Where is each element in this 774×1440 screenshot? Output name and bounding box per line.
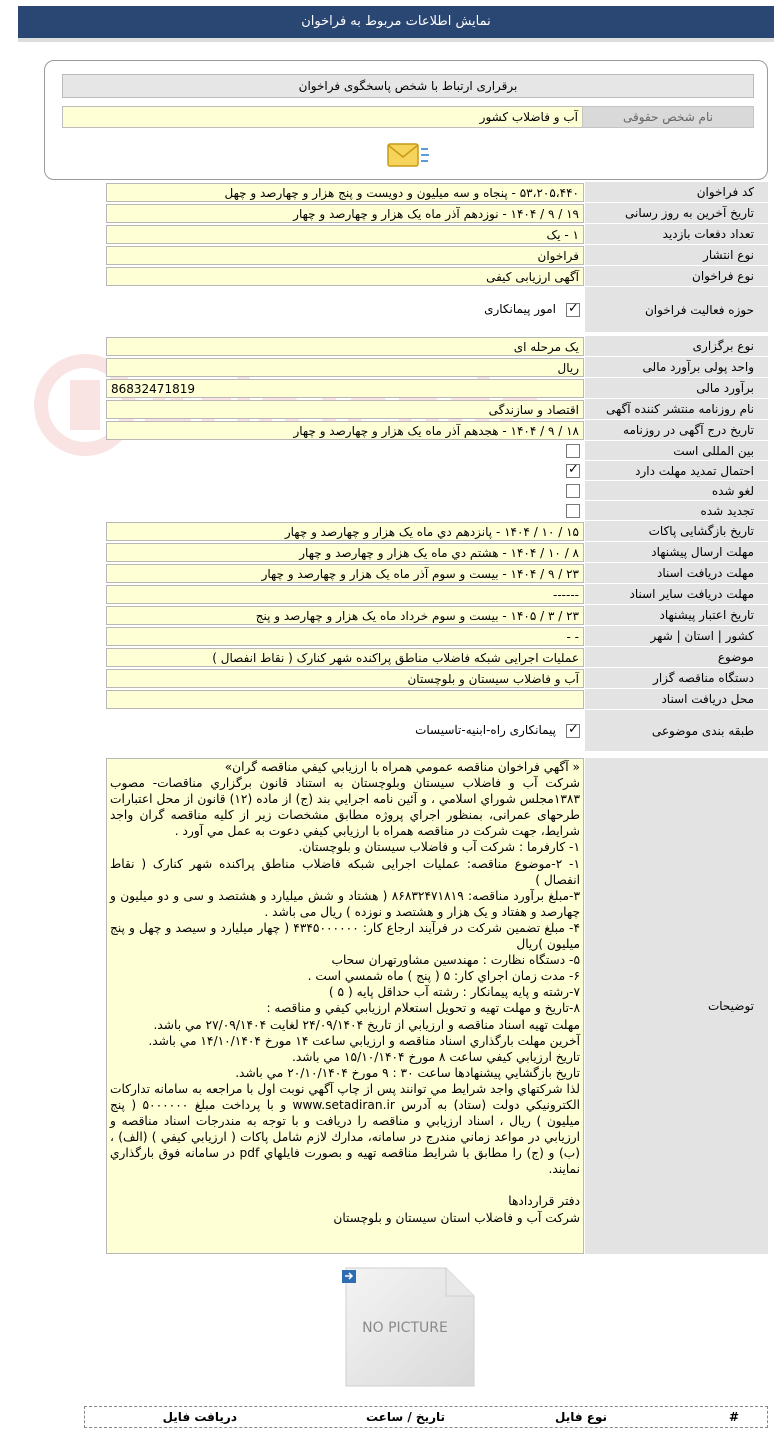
envelope-icon[interactable]: [386, 140, 430, 170]
row-holding-type: [106, 336, 768, 357]
category-label: طبقه بندی موضوعی: [585, 710, 768, 752]
estimate-value: 86832471819: [106, 379, 584, 398]
opening-date-label: تاریخ بازگشایی پاکات: [585, 521, 768, 542]
description-line: شرکت آب و فاضلاب استان سیستان و بلوچستان: [333, 1210, 580, 1225]
other-docs-deadline-label: مهلت دریافت سایر اسناد: [585, 584, 768, 605]
location-value: - -: [106, 627, 584, 646]
page-title: نمایش اطلاعات مربوط به فراخوان: [18, 6, 774, 38]
call-type-value: آگهی ارزیابی کیفی: [106, 267, 584, 286]
description-line: « آگهي فراخوان مناقصه عمومي همراه با ارزيابي كيفي مناقصه گران»: [224, 760, 580, 774]
row-organization: [106, 668, 768, 689]
row-docs-deadline: [106, 563, 768, 584]
row-validity-date: [106, 605, 768, 626]
row-location: [106, 626, 768, 647]
newspaper-value: اقتصاد و سازندگی: [106, 400, 584, 419]
activity-checkbox-label: امور پیمانکاری: [484, 302, 556, 316]
activity-checkbox[interactable]: [566, 303, 580, 317]
row-other-docs-deadline: [106, 584, 768, 605]
docs-deadline-value: ۲۳ / ۹ / ۱۴۰۴ - بیست و سوم آذر ماه یک هزار و چهارصد و چهار: [106, 564, 584, 583]
no-picture-text: NO PICTURE: [362, 1320, 448, 1336]
row-estimate: [106, 378, 768, 399]
row-call-type: [106, 266, 768, 287]
description-line: دفتر قراردادها: [508, 1194, 580, 1209]
legal-person-label: نام شخص حقوقی: [582, 106, 754, 128]
description-line: [110, 1177, 580, 1193]
last-update-value: ۱۹ / ۹ / ۱۴۰۴ - نوزدهم آذر ماه یک هزار و چهارصد و چهار: [106, 204, 584, 223]
docs-deadline-label: مهلت دریافت اسناد: [585, 563, 768, 584]
row-visits: [106, 224, 768, 245]
row-newspaper: [106, 399, 768, 420]
newspaper-date-label: تاریخ درج آگهی در روزنامه: [585, 420, 768, 441]
currency-label: واحد پولی برآورد مالی: [585, 357, 768, 378]
description-line: آخرين مهلت بارگذاري اسناد مناقصه و ارزيابي ساعت ۱۴ مورخ ۱۴/۱۰/۱۴۰۴ مي باشد.: [148, 1033, 580, 1048]
other-docs-deadline-value: ------: [106, 585, 584, 604]
organization-label: دستگاه مناقصه گزار: [585, 668, 768, 689]
description-line: تاريخ ارزيابي كيفي ساعت ۸ مورخ ۱۵/۱۰/۱۴۰۴ مي باشد.: [291, 1049, 580, 1064]
row-category: [106, 710, 768, 752]
subject-label: موضوع: [585, 647, 768, 668]
row-extension: [106, 461, 768, 481]
files-col-type: نوع فایل: [555, 1410, 607, 1424]
docs-place-value: [106, 690, 584, 709]
description-line: ۱- ۲-موضوع مناقصه: عملیات اجرایی شبکه فاضلاب مناطق پراکنده شهر کنارک ( نقاط انفصال ): [110, 856, 580, 887]
international-label: بین المللی است: [585, 441, 768, 461]
docs-place-label: محل دریافت اسناد: [585, 689, 768, 710]
row-publish-type: [106, 245, 768, 266]
holding-type-label: نوع برگزاری: [585, 336, 768, 357]
code-value: ۵۳،۲۰۵،۴۴۰ - پنجاه و سه میلیون و دویست و پنج هزار و چهارصد و چهل: [106, 183, 584, 202]
row-subject: [106, 647, 768, 668]
row-code: [106, 182, 768, 203]
files-col-index: #: [728, 1410, 739, 1424]
newspaper-date-value: ۱۸ / ۹ / ۱۴۰۴ - هجدهم آذر ماه یک هزار و چهارصد و چهار: [106, 421, 584, 440]
submit-deadline-value: ۸ / ۱۰ / ۱۴۰۴ - هشتم دي ماه یک هزار و چهارصد و چهار: [106, 543, 584, 562]
row-submit-deadline: [106, 542, 768, 563]
files-table-header: [84, 1406, 768, 1428]
submit-deadline-label: مهلت ارسال پیشنهاد: [585, 542, 768, 563]
publish-type-value: فراخوان: [106, 246, 584, 265]
cancelled-label: لغو شده: [585, 481, 768, 501]
description-text: [106, 758, 584, 1254]
row-renewed: [106, 501, 768, 521]
visits-value: ۱ - یک: [106, 225, 584, 244]
files-col-download: دریافت فایل: [162, 1410, 237, 1424]
description-line: ۵- دستگاه نظارت : مهندسین مشاورتهران سحاب: [331, 953, 580, 968]
estimate-label: برآورد مالی: [585, 378, 768, 399]
description-line: ۱- كارفرما : شرکت آب و فاضلاب سیستان و بلوچستان.: [298, 840, 580, 855]
cancelled-checkbox[interactable]: [566, 484, 580, 498]
row-international: [106, 441, 768, 461]
description-label: توضیحات: [585, 758, 768, 1254]
call-type-label: نوع فراخوان: [585, 266, 768, 287]
currency-value: ریال: [106, 358, 584, 377]
category-checkbox-label: پیمانکاری راه-ابنیه-تاسیسات: [415, 723, 556, 737]
international-checkbox[interactable]: [566, 444, 580, 458]
code-label: کد فراخوان: [585, 182, 768, 203]
holding-type-value: یک مرحله ای: [106, 337, 584, 356]
newspaper-label: نام روزنامه منتشر کننده آگهی: [585, 399, 768, 420]
header-shadow: [18, 38, 774, 42]
publish-type-label: نوع انتشار: [585, 245, 768, 266]
row-currency: [106, 357, 768, 378]
description-line: ۳-مبلغ برآورد مناقصه: ۸۶۸۳۲۴۷۱۸۱۹ ( هشتاد و شش میلیارد و هشتصد و سی و دو میلیون و چهارصد و هفتاد و یک هزار و هشتصد و نوزده ) ریال می باشد .: [110, 888, 580, 919]
description-line: ۷-رشته و پايه پيمانكار : رشته آب حداقل پایه ( ۵ ): [328, 985, 580, 1000]
description-line: مهلت تهيه اسناد مناقصه و ارزيابي از تاريخ ۲۴/۰۹/۱۴۰۴ لغايت ۲۷/۰۹/۱۴۰۴ مي باشد.: [153, 1017, 580, 1032]
no-picture-image[interactable]: [340, 1266, 478, 1390]
row-newspaper-date: [106, 420, 768, 441]
renewed-label: تجدید شده: [585, 501, 768, 521]
visits-label: تعداد دفعات بازدید: [585, 224, 768, 245]
row-cancelled: [106, 481, 768, 501]
activity-label: حوزه فعالیت فراخوان: [585, 287, 768, 333]
extension-label: احتمال تمدید مهلت دارد: [585, 461, 768, 481]
validity-date-value: ۲۳ / ۳ / ۱۴۰۵ - بیست و سوم خرداد ماه یک هزار و چهارصد و پنج: [106, 606, 584, 625]
row-activity: [106, 287, 768, 333]
description-line: لذا شركتهاي واجد شرايط مي توانند پس از چاپ آگهي نوبت اول با مراجعه به سامانه تداركات الكترونيكي دولت (ستاد) به آدرس www.setadiran.ir و با پرداخت مبلغ ۵۰۰۰۰۰۰ ( پنج ميليون ) ريال ، اسناد ارزيابي و مناقصه را دريافت و با توجه به مندرجات اسناد مناقصه و ارزيابي در مواعد زماني مندرج در سامانه، مدارك لازم شامل پاكات ( ارزيابي كيفي ) (الف) ، (ب) و (ج) را مطابق با شرايط مناقصه تهيه و بصورت فايلهاي pdf در سامانه فوق بارگذاري نمايند.: [110, 1081, 580, 1177]
location-label: کشور | استان | شهر: [585, 626, 768, 647]
subject-value: عملیات اجرایی شبکه فاضلاب مناطق پراکنده شهر کنارک ( نقاط انفصال ): [106, 648, 584, 667]
legal-person-value: آب و فاضلاب کشور: [62, 106, 582, 128]
extension-checkbox[interactable]: [566, 464, 580, 478]
category-checkbox[interactable]: [566, 724, 580, 738]
contact-responder-button[interactable]: برقراری ارتباط با شخص پاسخگوی فراخوان: [62, 74, 754, 98]
description-line: ۴- مبلغ تضمين شركت در فرآيند ارجاع كار: ۴۳۴۵۰۰۰۰۰۰ ( چهار میلیارد و سیصد و چهل و پنج میلیون )ريال: [110, 920, 580, 952]
row-last-update: [106, 203, 768, 224]
description-line: ۸-تاريخ و مهلت تهيه و تحويل استعلام ارزيابي كيفي و مناقصه :: [266, 1001, 580, 1016]
last-update-label: تاریخ آخرین به روز رسانی: [585, 203, 768, 224]
description-line: ۶- مدت زمان اجراي كار: ۵ ( پنج ) ماه شمسي است .: [307, 969, 580, 984]
opening-date-value: ۱۵ / ۱۰ / ۱۴۰۴ - پانزدهم دي ماه یک هزار و چهارصد و چهار: [106, 522, 584, 541]
row-docs-place: [106, 689, 768, 710]
files-col-date: تاریخ / ساعت: [365, 1410, 445, 1424]
validity-date-label: تاریخ اعتبار پیشنهاد: [585, 605, 768, 626]
description-line: شرکت آب و فاضلاب سیستان وبلوچستان به استناد قانون برگزاري مناقصات- مصوب ۱۳۸۳مجلس شوراي اسلامي ، و آئين نامه اجرايي بند (ج) از ماده (۱۲) قانون از محل اعتبارات طرحهای عمرانی، بمنظور اجراي پروژه مطابق مشخصات زير از كليه مناقصه گران واجد شرايط، جهت شرکت در مناقصه همراه با ارزيابي كيفي دعوت به عمل مي آورد .: [110, 776, 580, 839]
renewed-checkbox[interactable]: [566, 504, 580, 518]
row-opening-date: [106, 521, 768, 542]
description-line: تاريخ بازگشايي پيشنهادها ساعت ۳۰ : ۹ مورخ ۲۰/۱۰/۱۴۰۴ مي باشد.: [235, 1065, 580, 1080]
organization-value: آب و فاضلاب سیستان و بلوچستان: [106, 669, 584, 688]
